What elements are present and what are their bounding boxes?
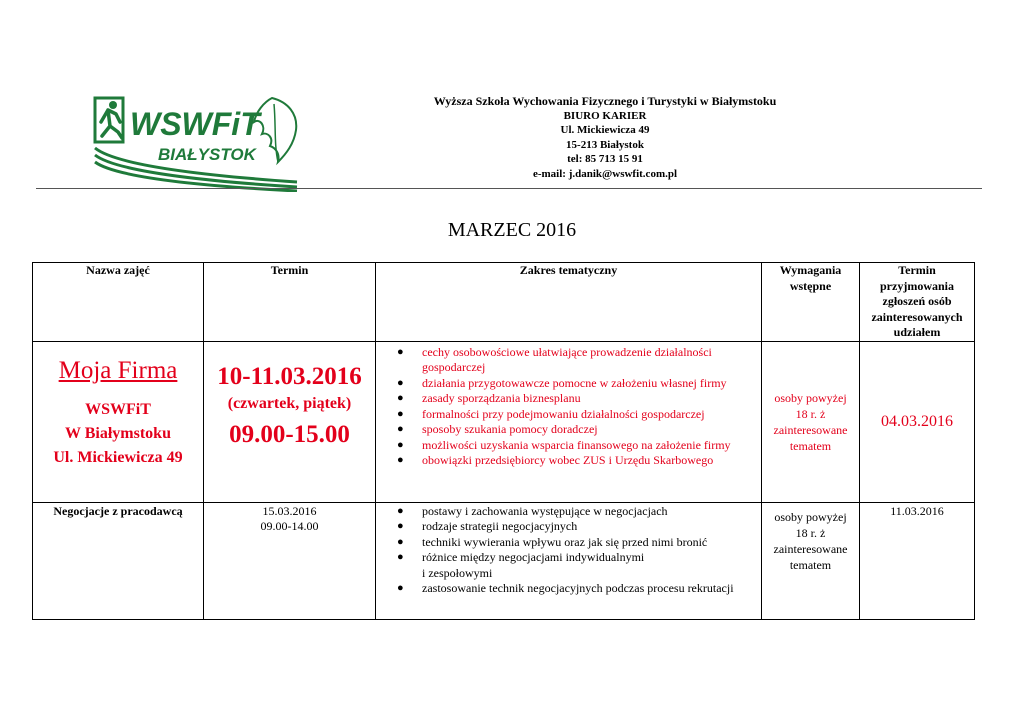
topic-text: obowiązki przedsiębiorcy wobec ZUS i Urzędu Skarbowego <box>422 453 714 467</box>
table-row <box>33 502 975 619</box>
col-header-deadline-text: Termin przyjmowania zgłoszeń osób zainteresowanych udziałem <box>871 263 963 339</box>
logo-graphic <box>92 92 307 192</box>
topics-cell <box>376 502 762 619</box>
list-item <box>397 375 761 392</box>
requirement-line: zainteresowane <box>773 541 848 556</box>
topic-text: możliwości uzyskania wsparcia finansowego na założenie firmy <box>422 437 731 452</box>
list-item <box>397 519 761 535</box>
list-item <box>397 437 761 454</box>
requirement-line: osoby powyżej <box>774 390 847 405</box>
header-divider <box>36 188 982 189</box>
term-hours: 09.00-15.00 <box>229 420 350 448</box>
list-item <box>397 391 761 407</box>
list-item <box>397 550 761 581</box>
list-item <box>397 344 761 376</box>
topic-text: zastosowanie technik negocjacyjnych podczas procesu rekrutacji <box>422 581 734 595</box>
bullet-icon: ● <box>397 535 404 548</box>
table-header-row <box>33 263 975 342</box>
course-location-city: W Białymstoku <box>65 424 171 442</box>
phone: tel: 85 713 15 91 <box>567 153 643 165</box>
course-title: Moja Firma <box>58 356 178 384</box>
deadline-cell: 04.03.2016 <box>860 341 975 502</box>
address-street: Ul. Mickiewicza 49 <box>560 124 650 136</box>
list-item <box>397 406 761 423</box>
schedule-table <box>32 262 975 620</box>
topic-text: różnice między negocjacjami indywidualnymi i zespołowymi <box>422 550 645 580</box>
bullet-icon: ● <box>397 345 404 358</box>
logo-brand: WSWFiT <box>130 106 260 142</box>
term-date: 15.03.2016 <box>262 503 317 518</box>
requirement-line: tematem <box>789 557 832 572</box>
topic-text: sposoby szukania pomocy doradczej <box>422 422 598 436</box>
bullet-icon: ● <box>397 423 404 435</box>
topic-text: cechy osobowościowe ułatwiające prowadzenie działalności gospodarczej <box>422 344 712 374</box>
list-item <box>397 581 761 597</box>
address-city: 15-213 Białystok <box>566 138 644 151</box>
col-header-name: Nazwa zajęć <box>33 263 204 342</box>
requirement-line: 18 r. ż <box>795 525 826 540</box>
email: e-mail: j.danik@wswfit.com.pl <box>532 167 678 180</box>
col-header-topics: Zakres tematyczny <box>376 263 762 342</box>
requirement-line: zainteresowane <box>773 422 848 437</box>
bullet-icon: ● <box>397 407 404 420</box>
bullet-icon: ● <box>397 376 404 389</box>
table-row <box>33 341 975 502</box>
bullet-icon: ● <box>397 454 404 466</box>
course-location-street: Ul. Mickiewicza 49 <box>53 448 183 466</box>
col-header-term: Termin <box>204 263 376 342</box>
term-hours: 09.00-14.00 <box>260 519 319 533</box>
course-term-cell <box>204 341 376 502</box>
topics-cell <box>376 341 762 502</box>
topic-text: techniki wywierania wpływu oraz jak się przed nimi bronić <box>422 534 708 549</box>
topics-list <box>376 504 761 597</box>
list-item <box>397 503 761 520</box>
list-item <box>397 453 761 469</box>
requirement-line: osoby powyżej <box>774 509 847 524</box>
course-name-cell: Negocjacje z pracodawcą <box>33 502 204 619</box>
bullet-icon: ● <box>397 392 404 404</box>
list-item <box>397 534 761 551</box>
institution-name: Wyższa Szkoła Wychowania Fizycznego i Turystyki w Białymstoku <box>433 94 777 108</box>
topics-list <box>376 345 761 469</box>
requirements-cell <box>762 341 860 502</box>
topic-text: formalności przy podejmowaniu działalności gospodarczej <box>422 406 705 421</box>
topic-text: zasady sporządzania biznesplanu <box>422 391 581 405</box>
bullet-icon: ● <box>397 504 404 517</box>
requirements-cell <box>762 502 860 619</box>
requirement-line: tematem <box>789 438 832 453</box>
bullet-icon: ● <box>397 551 404 563</box>
course-location-org: WSWFiT <box>85 400 151 418</box>
bullet-icon: ● <box>397 520 404 532</box>
bullet-icon: ● <box>397 438 404 451</box>
deadline-cell: 11.03.2016 <box>860 502 975 619</box>
course-term-cell <box>204 502 376 619</box>
bullet-icon: ● <box>397 582 404 594</box>
institution-header <box>380 94 830 181</box>
logo-city: BIAŁYSTOK <box>158 145 256 164</box>
col-header-requirements <box>762 263 860 342</box>
requirement-line: 18 r. ż <box>795 406 826 421</box>
topic-text: rodzaje strategii negocjacyjnych <box>422 519 578 533</box>
col-header-deadline <box>860 263 975 342</box>
month-title: MARZEC 2016 <box>447 219 577 241</box>
topic-text: postawy i zachowania występujące w negocjacjach <box>422 503 668 518</box>
term-date: 10-11.03.2016 <box>217 362 362 390</box>
col-header-requirements-text: Wymagania wstępne <box>779 263 842 293</box>
office-name: BIURO KARIER <box>563 109 647 122</box>
topic-text: działania przygotowawcze pomocne w założeniu własnej firmy <box>422 375 727 390</box>
list-item <box>397 422 761 438</box>
wswfit-logo <box>92 92 307 192</box>
course-name-cell <box>33 341 204 502</box>
term-days: (czwartek, piątek) <box>227 394 352 412</box>
